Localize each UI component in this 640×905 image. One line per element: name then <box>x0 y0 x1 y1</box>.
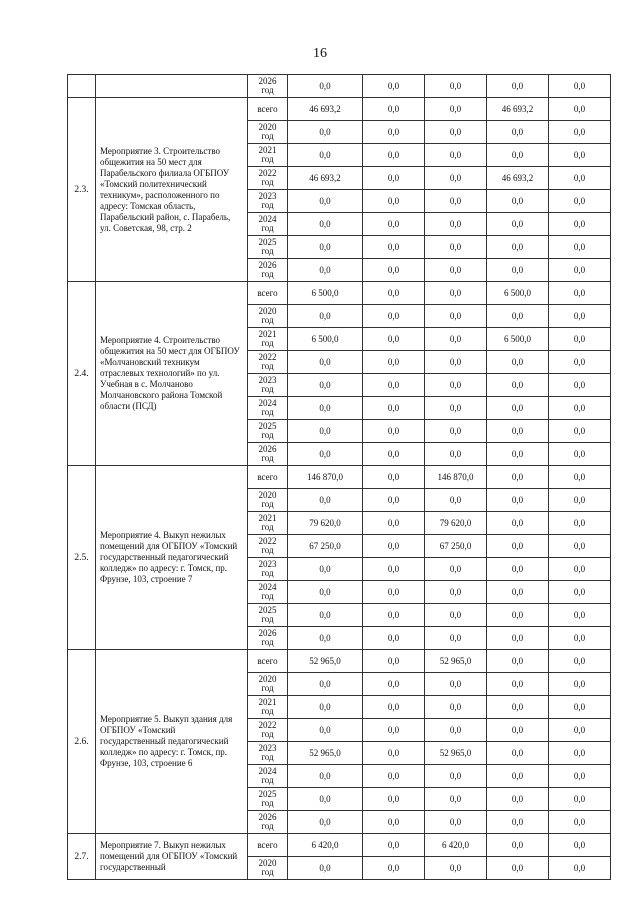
value-cell: 0,0 <box>363 236 425 259</box>
value-cell: 0,0 <box>549 466 611 489</box>
value-cell: 52 965,0 <box>288 650 363 673</box>
value-cell: 0,0 <box>425 558 487 581</box>
year-cell: 2026 год <box>248 259 288 282</box>
value-cell: 0,0 <box>363 512 425 535</box>
year-cell: 2026 год <box>248 811 288 834</box>
value-cell: 0,0 <box>363 673 425 696</box>
value-cell: 0,0 <box>425 719 487 742</box>
value-cell: 52 965,0 <box>288 742 363 765</box>
value-cell: 0,0 <box>363 259 425 282</box>
value-cell: 79 620,0 <box>425 512 487 535</box>
value-cell: 0,0 <box>425 765 487 788</box>
value-cell: 0,0 <box>425 788 487 811</box>
table-row <box>68 834 611 857</box>
table-row <box>68 466 611 489</box>
year-cell: 2024 год <box>248 765 288 788</box>
value-cell: 6 420,0 <box>425 834 487 857</box>
year-cell: 2025 год <box>248 604 288 627</box>
value-cell: 0,0 <box>288 420 363 443</box>
value-cell: 0,0 <box>549 328 611 351</box>
value-cell: 0,0 <box>487 834 549 857</box>
value-cell: 0,0 <box>549 351 611 374</box>
value-cell: 0,0 <box>549 627 611 650</box>
value-cell: 0,0 <box>549 811 611 834</box>
value-cell: 0,0 <box>288 558 363 581</box>
row-number-cell: 2.7. <box>68 834 96 880</box>
value-cell: 0,0 <box>549 374 611 397</box>
value-cell: 0,0 <box>487 397 549 420</box>
year-cell: 2023 год <box>248 742 288 765</box>
year-cell: всего <box>248 466 288 489</box>
value-cell: 0,0 <box>487 811 549 834</box>
value-cell: 0,0 <box>288 489 363 512</box>
value-cell: 0,0 <box>363 834 425 857</box>
value-cell: 0,0 <box>363 305 425 328</box>
value-cell: 0,0 <box>549 167 611 190</box>
value-cell: 46 693,2 <box>288 167 363 190</box>
year-cell: 2025 год <box>248 788 288 811</box>
value-cell: 0,0 <box>487 259 549 282</box>
value-cell: 0,0 <box>425 190 487 213</box>
value-cell: 0,0 <box>425 351 487 374</box>
value-cell: 0,0 <box>487 512 549 535</box>
year-cell: 2020 год <box>248 121 288 144</box>
value-cell: 0,0 <box>288 259 363 282</box>
year-cell: 2020 год <box>248 305 288 328</box>
year-cell: 2024 год <box>248 581 288 604</box>
table-row <box>68 282 611 305</box>
year-cell: всего <box>248 282 288 305</box>
value-cell: 0,0 <box>363 98 425 121</box>
value-cell: 0,0 <box>288 351 363 374</box>
value-cell: 0,0 <box>487 443 549 466</box>
year-cell: 2020 год <box>248 857 288 880</box>
value-cell: 0,0 <box>549 305 611 328</box>
value-cell: 0,0 <box>425 236 487 259</box>
value-cell: 0,0 <box>487 742 549 765</box>
value-cell: 0,0 <box>363 397 425 420</box>
value-cell: 0,0 <box>288 121 363 144</box>
year-cell: 2023 год <box>248 190 288 213</box>
value-cell: 67 250,0 <box>288 535 363 558</box>
value-cell: 146 870,0 <box>425 466 487 489</box>
value-cell: 52 965,0 <box>425 650 487 673</box>
value-cell: 0,0 <box>425 443 487 466</box>
value-cell: 0,0 <box>425 604 487 627</box>
value-cell: 0,0 <box>363 420 425 443</box>
page-number: 16 <box>313 46 327 61</box>
description-cell: Мероприятие 7. Выкуп нежилых помещений для ОГБПОУ «Томский государственный <box>96 834 248 880</box>
value-cell: 0,0 <box>425 811 487 834</box>
year-cell: 2020 год <box>248 489 288 512</box>
description-cell: Мероприятие 5. Выкуп здания для ОГБПОУ «Томский государственный педагогический колледж» по адресу: г. Томск, пр. Фрунзе, 103, строение 6 <box>96 650 248 834</box>
year-cell: 2024 год <box>248 213 288 236</box>
value-cell: 0,0 <box>487 466 549 489</box>
value-cell: 0,0 <box>425 167 487 190</box>
value-cell: 6 500,0 <box>288 328 363 351</box>
value-cell: 0,0 <box>487 420 549 443</box>
value-cell: 0,0 <box>549 535 611 558</box>
year-cell: 2021 год <box>248 328 288 351</box>
description-cell <box>96 75 248 98</box>
value-cell: 0,0 <box>549 558 611 581</box>
description-cell: Мероприятие 4. Строительство общежития на 50 мест для ОГБПОУ «Молчановский техникум отраслевых технологий» по ул. Учебная в с. Молчаново Молчановского района Томской области (ПСД) <box>96 282 248 466</box>
value-cell: 6 500,0 <box>487 282 549 305</box>
value-cell: 0,0 <box>288 144 363 167</box>
value-cell: 0,0 <box>288 627 363 650</box>
value-cell: 0,0 <box>549 788 611 811</box>
value-cell: 0,0 <box>487 190 549 213</box>
value-cell: 0,0 <box>487 696 549 719</box>
value-cell: 0,0 <box>549 121 611 144</box>
year-cell: 2024 год <box>248 397 288 420</box>
value-cell: 0,0 <box>487 627 549 650</box>
value-cell: 0,0 <box>549 282 611 305</box>
year-cell: 2020 год <box>248 673 288 696</box>
value-cell: 0,0 <box>288 581 363 604</box>
year-cell: 2026 год <box>248 75 288 98</box>
year-cell: 2022 год <box>248 719 288 742</box>
year-cell: 2022 год <box>248 167 288 190</box>
value-cell: 0,0 <box>288 213 363 236</box>
value-cell: 0,0 <box>425 374 487 397</box>
value-cell: 0,0 <box>363 788 425 811</box>
value-cell: 0,0 <box>363 167 425 190</box>
value-cell: 0,0 <box>363 627 425 650</box>
value-cell: 6 500,0 <box>487 328 549 351</box>
value-cell: 0,0 <box>549 236 611 259</box>
description-cell: Мероприятие 4. Выкуп нежилых помещений для ОГБПОУ «Томский государственный педагогический колледж» по адресу: г. Томск, пр. Фрунзе, 103, строение 7 <box>96 466 248 650</box>
description-cell: Мероприятие 3. Строительство общежития на 50 мест для Парабельского филиала ОГБПОУ «Томский политехнический техникум», расположенного по адресу: Томская область, Парабельский район, с. Парабель, ул. Советская, 98, стр. 2 <box>96 98 248 282</box>
value-cell: 0,0 <box>363 328 425 351</box>
year-cell: 2022 год <box>248 351 288 374</box>
value-cell: 0,0 <box>549 857 611 880</box>
year-cell: 2021 год <box>248 512 288 535</box>
value-cell: 0,0 <box>288 788 363 811</box>
value-cell: 0,0 <box>487 558 549 581</box>
value-cell: 0,0 <box>549 581 611 604</box>
value-cell: 0,0 <box>363 535 425 558</box>
value-cell: 0,0 <box>363 213 425 236</box>
value-cell: 0,0 <box>425 397 487 420</box>
value-cell: 0,0 <box>425 75 487 98</box>
value-cell: 0,0 <box>363 765 425 788</box>
value-cell: 0,0 <box>487 374 549 397</box>
value-cell: 0,0 <box>425 673 487 696</box>
value-cell: 0,0 <box>288 811 363 834</box>
value-cell: 0,0 <box>549 673 611 696</box>
value-cell: 0,0 <box>363 811 425 834</box>
value-cell: 0,0 <box>487 673 549 696</box>
value-cell: 0,0 <box>549 420 611 443</box>
value-cell: 0,0 <box>487 765 549 788</box>
value-cell: 0,0 <box>363 558 425 581</box>
value-cell: 0,0 <box>425 627 487 650</box>
value-cell: 46 693,2 <box>288 98 363 121</box>
value-cell: 0,0 <box>425 857 487 880</box>
value-cell: 52 965,0 <box>425 742 487 765</box>
value-cell: 0,0 <box>549 765 611 788</box>
row-number-cell <box>68 75 96 98</box>
value-cell: 0,0 <box>487 535 549 558</box>
value-cell: 0,0 <box>288 696 363 719</box>
value-cell: 0,0 <box>549 443 611 466</box>
table-row <box>68 75 611 98</box>
value-cell: 0,0 <box>363 650 425 673</box>
value-cell: 0,0 <box>288 604 363 627</box>
value-cell: 0,0 <box>363 190 425 213</box>
value-cell: 0,0 <box>549 742 611 765</box>
year-cell: 2026 год <box>248 627 288 650</box>
value-cell: 0,0 <box>549 397 611 420</box>
year-cell: 2022 год <box>248 535 288 558</box>
value-cell: 0,0 <box>487 581 549 604</box>
budget-table <box>67 74 611 880</box>
value-cell: 0,0 <box>288 673 363 696</box>
value-cell: 46 693,2 <box>487 98 549 121</box>
value-cell: 0,0 <box>487 351 549 374</box>
value-cell: 0,0 <box>549 75 611 98</box>
value-cell: 0,0 <box>363 466 425 489</box>
value-cell: 0,0 <box>549 604 611 627</box>
value-cell: 0,0 <box>288 236 363 259</box>
value-cell: 0,0 <box>363 719 425 742</box>
value-cell: 0,0 <box>425 328 487 351</box>
value-cell: 0,0 <box>549 512 611 535</box>
value-cell: 0,0 <box>363 742 425 765</box>
value-cell: 0,0 <box>425 98 487 121</box>
value-cell: 0,0 <box>549 650 611 673</box>
value-cell: 0,0 <box>425 213 487 236</box>
value-cell: 0,0 <box>487 213 549 236</box>
value-cell: 0,0 <box>363 443 425 466</box>
value-cell: 0,0 <box>363 121 425 144</box>
value-cell: 0,0 <box>487 305 549 328</box>
value-cell: 0,0 <box>425 581 487 604</box>
table-row <box>68 650 611 673</box>
value-cell: 0,0 <box>549 696 611 719</box>
value-cell: 0,0 <box>363 857 425 880</box>
table-row <box>68 98 611 121</box>
year-cell: 2025 год <box>248 236 288 259</box>
year-cell: 2023 год <box>248 558 288 581</box>
value-cell: 0,0 <box>288 719 363 742</box>
value-cell: 0,0 <box>487 650 549 673</box>
value-cell: 0,0 <box>549 259 611 282</box>
value-cell: 0,0 <box>288 397 363 420</box>
value-cell: 0,0 <box>487 788 549 811</box>
value-cell: 0,0 <box>425 696 487 719</box>
row-number-cell: 2.3. <box>68 98 96 282</box>
value-cell: 0,0 <box>363 604 425 627</box>
year-cell: всего <box>248 650 288 673</box>
year-cell: 2021 год <box>248 144 288 167</box>
value-cell: 6 420,0 <box>288 834 363 857</box>
value-cell: 46 693,2 <box>487 167 549 190</box>
value-cell: 0,0 <box>549 834 611 857</box>
value-cell: 0,0 <box>288 374 363 397</box>
row-number-cell: 2.6. <box>68 650 96 834</box>
value-cell: 0,0 <box>425 489 487 512</box>
value-cell: 0,0 <box>363 489 425 512</box>
value-cell: 67 250,0 <box>425 535 487 558</box>
value-cell: 0,0 <box>487 75 549 98</box>
year-cell: 2023 год <box>248 374 288 397</box>
value-cell: 0,0 <box>288 857 363 880</box>
value-cell: 0,0 <box>425 420 487 443</box>
value-cell: 0,0 <box>425 121 487 144</box>
value-cell: 0,0 <box>288 190 363 213</box>
value-cell: 0,0 <box>487 604 549 627</box>
value-cell: 0,0 <box>487 857 549 880</box>
year-cell: всего <box>248 834 288 857</box>
row-number-cell: 2.5. <box>68 466 96 650</box>
value-cell: 0,0 <box>363 75 425 98</box>
value-cell: 0,0 <box>487 144 549 167</box>
year-cell: всего <box>248 98 288 121</box>
value-cell: 0,0 <box>363 351 425 374</box>
value-cell: 146 870,0 <box>288 466 363 489</box>
year-cell: 2026 год <box>248 443 288 466</box>
value-cell: 0,0 <box>425 305 487 328</box>
value-cell: 0,0 <box>425 144 487 167</box>
value-cell: 0,0 <box>549 213 611 236</box>
value-cell: 0,0 <box>487 236 549 259</box>
value-cell: 0,0 <box>363 374 425 397</box>
value-cell: 0,0 <box>487 719 549 742</box>
row-number-cell: 2.4. <box>68 282 96 466</box>
value-cell: 0,0 <box>288 75 363 98</box>
value-cell: 0,0 <box>549 98 611 121</box>
value-cell: 0,0 <box>487 489 549 512</box>
year-cell: 2021 год <box>248 696 288 719</box>
value-cell: 6 500,0 <box>288 282 363 305</box>
value-cell: 0,0 <box>425 259 487 282</box>
value-cell: 0,0 <box>549 190 611 213</box>
value-cell: 0,0 <box>363 144 425 167</box>
value-cell: 0,0 <box>288 765 363 788</box>
value-cell: 0,0 <box>363 696 425 719</box>
value-cell: 0,0 <box>549 489 611 512</box>
value-cell: 0,0 <box>425 282 487 305</box>
value-cell: 0,0 <box>487 121 549 144</box>
value-cell: 0,0 <box>288 305 363 328</box>
value-cell: 0,0 <box>363 581 425 604</box>
value-cell: 0,0 <box>549 719 611 742</box>
value-cell: 0,0 <box>549 144 611 167</box>
value-cell: 0,0 <box>363 282 425 305</box>
value-cell: 0,0 <box>288 443 363 466</box>
value-cell: 79 620,0 <box>288 512 363 535</box>
year-cell: 2025 год <box>248 420 288 443</box>
